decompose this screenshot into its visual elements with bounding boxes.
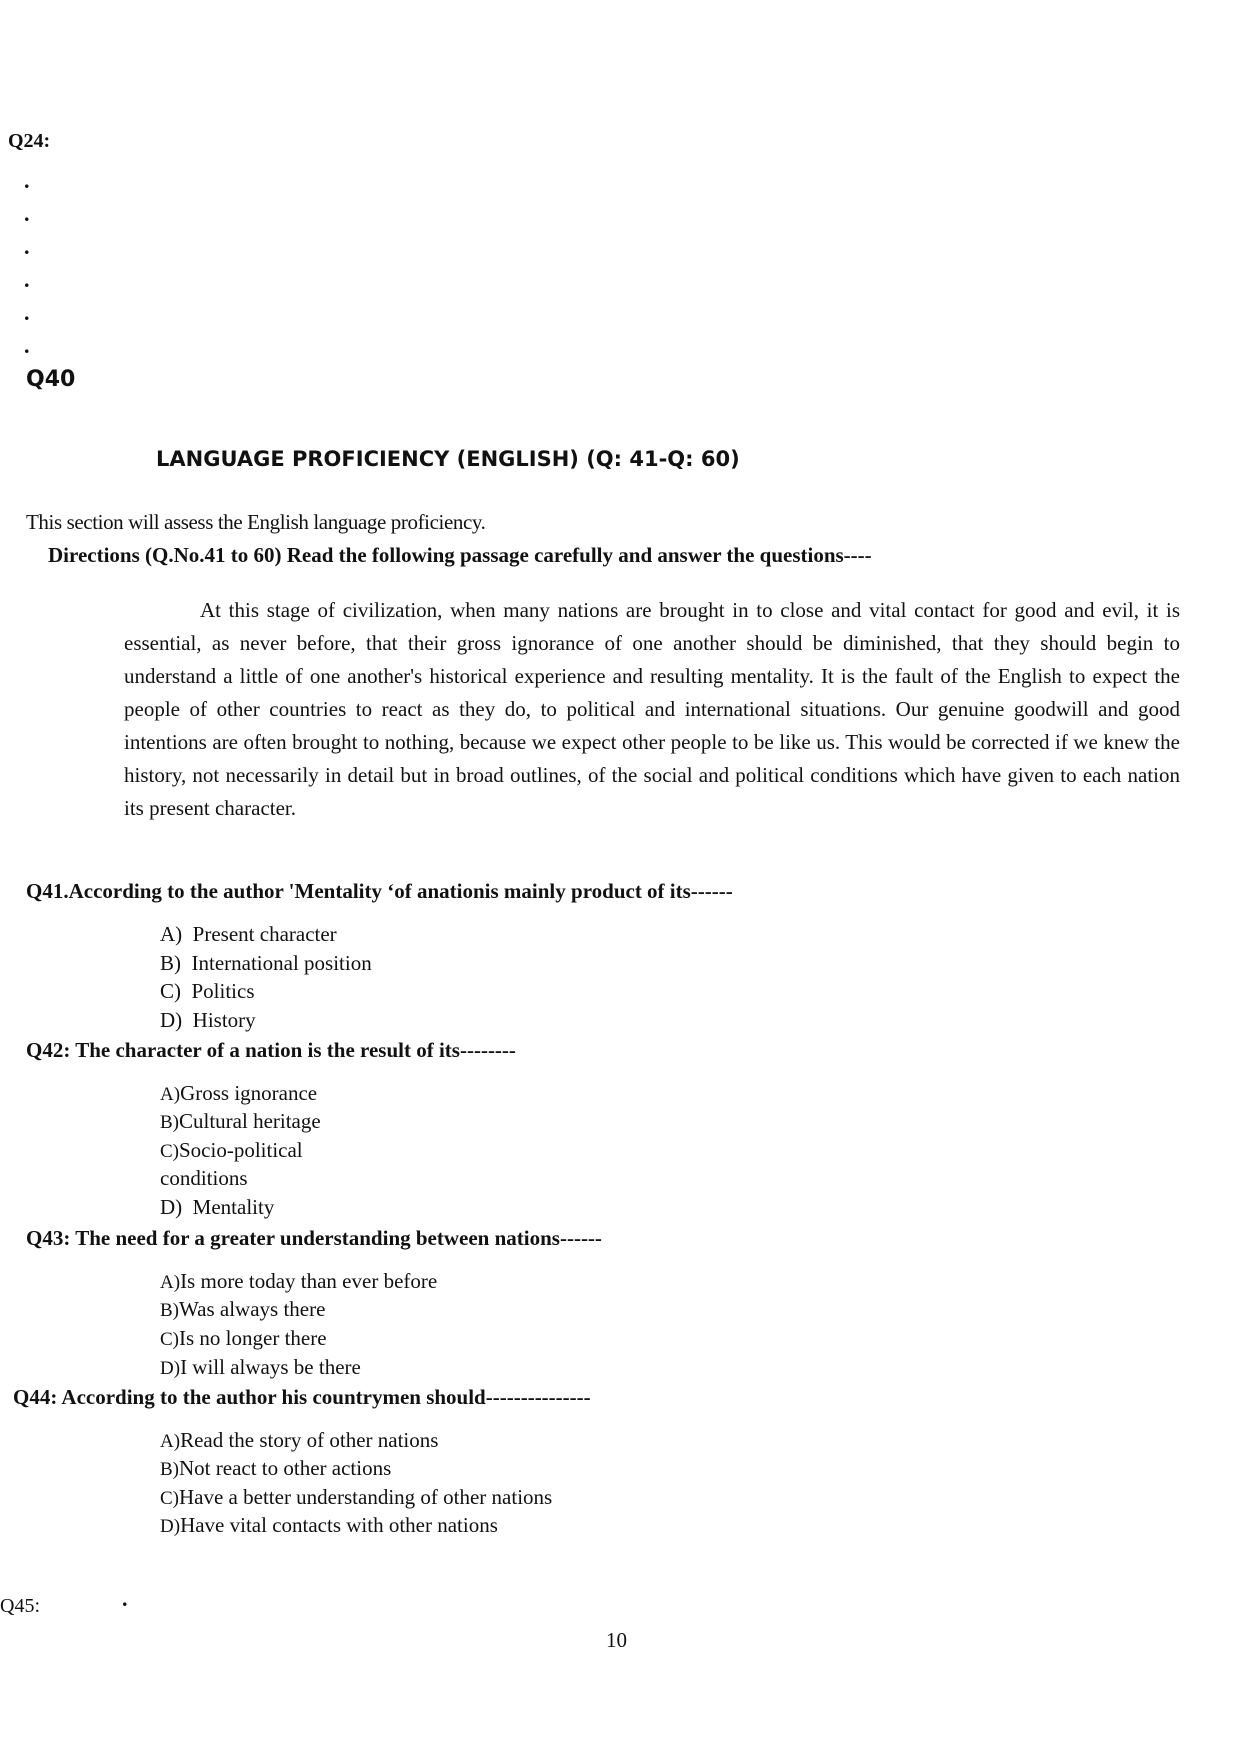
question-41: Q41.According to the author 'Mentality ‘of anationis mainly product of its------: [26, 879, 733, 903]
ellipsis-dot: .: [24, 300, 30, 325]
option-label: D): [160, 1195, 183, 1219]
ellipsis-dot: .: [24, 201, 30, 226]
option-label: C): [160, 979, 181, 1003]
directions: Directions (Q.No.41 to 60) Read the following passage carefully and answer the questions----: [48, 543, 872, 567]
option-42-b: [160, 1109, 321, 1134]
option-41-c: [160, 979, 255, 1004]
section-intro: This section will assess the English language proficiency.: [26, 510, 486, 534]
page-number: 10: [606, 1628, 627, 1652]
option-44-a: [160, 1428, 438, 1453]
q45-label: Q45:: [0, 1595, 40, 1617]
option-text: Is no longer there: [179, 1326, 327, 1350]
option-text: International position: [191, 951, 372, 975]
option-text: Politics: [191, 979, 255, 1003]
option-text: Was always there: [179, 1297, 326, 1321]
option-43-c: [160, 1326, 327, 1351]
option-text: Gross ignorance: [180, 1081, 318, 1105]
option-text: Is more today than ever before: [180, 1269, 438, 1293]
option-text: Socio-political: [179, 1138, 303, 1162]
option-label: A): [160, 1431, 181, 1452]
ellipsis-dot: .: [24, 234, 30, 259]
option-text: I will always be there: [180, 1355, 361, 1379]
option-42-c-continued: [160, 1166, 248, 1191]
ellipsis-dot: .: [24, 168, 30, 193]
option-label: D): [160, 1516, 181, 1537]
passage-text: At this stage of civilization, when many nations are brought in to close and vital contact for good and evil, it is essential, as never before, that their gross ignorance of one another should be diminished, that they should begin to understand a little of one another's historical experience and resulting mentality. It is the fault of the English to expect the people of other countries to react as they do, to political and international situations. Our genuine goodwill and good intentions are often brought to nothing, because we expect other people to be like us. This would be corrected if we knew the history, not necessarily in detail but in broad outlines, of the social and political conditions which have given to each nation its present character.: [124, 598, 1180, 820]
option-text: Present character: [192, 922, 337, 946]
q40-label: Q40: [26, 367, 76, 392]
option-43-a: [160, 1269, 437, 1294]
option-43-b: [160, 1297, 325, 1322]
option-43-d: [160, 1355, 361, 1380]
option-text: History: [192, 1008, 256, 1032]
option-42-c: [160, 1138, 303, 1163]
option-text: Have a better understanding of other nations: [179, 1485, 553, 1509]
option-label: B): [160, 1112, 179, 1133]
question-43: Q43: The need for a greater understanding between nations------: [26, 1226, 602, 1250]
option-44-b: [160, 1456, 391, 1481]
ellipsis-dot: .: [24, 267, 30, 292]
option-text: Cultural heritage: [179, 1109, 321, 1133]
option-label: C): [160, 1329, 179, 1350]
option-text: Read the story of other nations: [180, 1428, 439, 1452]
ellipsis-dot: .: [122, 1586, 128, 1611]
question-44: Q44: According to the author his countrymen should---------------: [13, 1385, 591, 1409]
option-44-d: [160, 1513, 498, 1538]
section-heading: LANGUAGE PROFICIENCY (ENGLISH) (Q: 41-Q: 60): [156, 447, 740, 471]
option-label: C): [160, 1488, 179, 1509]
option-text: conditions: [160, 1166, 248, 1190]
option-label: B): [160, 1300, 179, 1321]
option-41-a: [160, 922, 337, 947]
option-42-a: [160, 1081, 317, 1106]
question-42: Q42: The character of a nation is the result of its--------: [26, 1038, 516, 1062]
option-label: A): [160, 922, 183, 946]
option-label: D): [160, 1358, 181, 1379]
option-label: C): [160, 1141, 179, 1162]
option-text: Mentality: [192, 1195, 275, 1219]
q24-label: Q24:: [8, 130, 51, 152]
reading-passage: [124, 594, 1180, 825]
option-text: Not react to other actions: [179, 1456, 392, 1480]
option-42-d: [160, 1195, 274, 1220]
option-label: A): [160, 1272, 181, 1293]
option-41-d: [160, 1008, 256, 1033]
option-41-b: [160, 951, 372, 976]
option-label: D): [160, 1008, 183, 1032]
option-label: A): [160, 1084, 181, 1105]
option-text: Have vital contacts with other nations: [180, 1513, 498, 1537]
ellipsis-dot: .: [24, 333, 30, 358]
option-label: B): [160, 951, 181, 975]
option-label: B): [160, 1459, 179, 1480]
option-44-c: [160, 1485, 552, 1510]
